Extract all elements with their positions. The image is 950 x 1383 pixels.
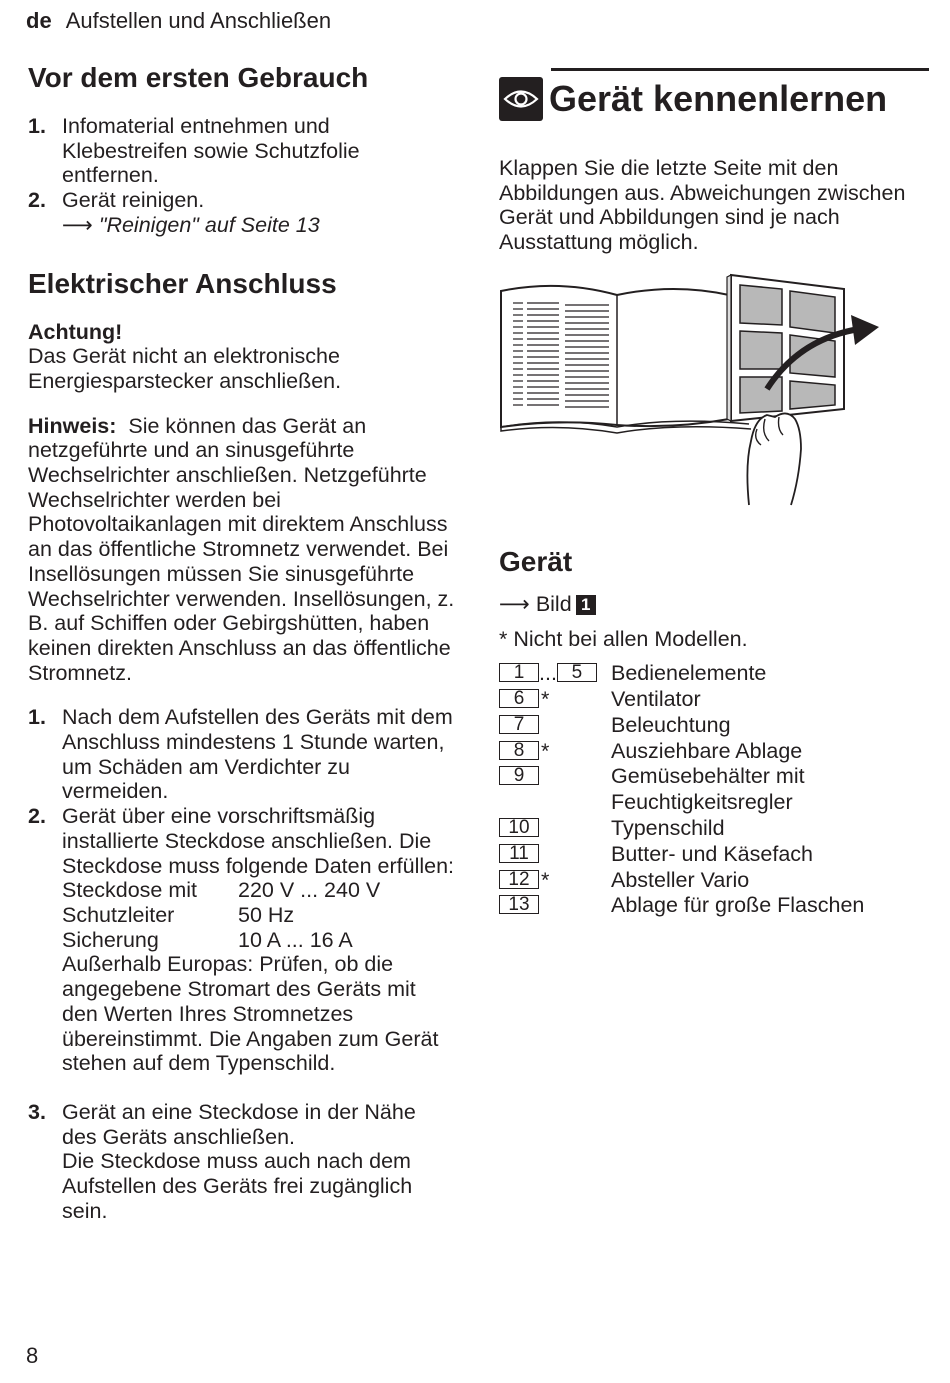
part-code: 10 <box>499 818 539 837</box>
part-code: 5 <box>557 663 597 682</box>
step-number: 3. <box>28 1099 46 1124</box>
electrical-steps <box>28 705 456 1223</box>
section-title: Aufstellen und Anschließen <box>65 8 332 33</box>
table-row <box>62 878 380 903</box>
step-text: Gerät reinigen. <box>62 188 205 213</box>
list-item <box>28 188 456 237</box>
page-number: 8 <box>26 1343 39 1368</box>
part-label: Butter- und Käsefach <box>611 841 813 866</box>
warning-label: Achtung! <box>28 319 123 344</box>
step-number: 1. <box>28 705 46 730</box>
step-extra-text: Die Steckdose muss auch nach dem Aufstellen des Geräts frei zugänglich sein. <box>62 1149 413 1223</box>
list-item <box>28 804 456 1076</box>
step-text: Gerät an eine Steckdose in der Nähe des Geräts anschließen. <box>62 1099 416 1149</box>
part-code: 13 <box>499 895 539 914</box>
right-column <box>499 60 929 919</box>
europe-note: Außerhalb Europas: Prüfen, ob die angegebene Stromart des Geräts mit den Werten Ihres Stromnetzes übereinstimmt. Die Angaben zum Gerät stehen auf dem Typenschild. <box>62 952 439 1076</box>
note-label: Hinweis: <box>28 413 117 438</box>
figure-reference[interactable] <box>499 592 929 617</box>
foldout-page-illustration <box>499 269 929 514</box>
part-code: 9 <box>499 766 539 785</box>
figure-number-badge: 1 <box>576 595 596 615</box>
table-row <box>499 842 929 868</box>
warning-text: Das Gerät nicht an elektronische Energiesparstecker anschließen. <box>28 344 342 393</box>
step-number: 1. <box>28 114 46 138</box>
table-row <box>499 816 929 842</box>
spec-value: 10 A ... 16 A <box>238 927 353 952</box>
table-row <box>499 739 929 765</box>
table-row <box>499 687 929 713</box>
language-code: de <box>26 8 52 33</box>
device-heading: Gerät <box>499 545 573 577</box>
arrow-right-icon: ⟶ <box>62 212 93 237</box>
left-column <box>28 60 456 1223</box>
note-paragraph <box>28 414 456 686</box>
spec-value: 50 Hz <box>238 902 295 927</box>
table-row <box>62 903 380 928</box>
spec-key: Schutzleiter <box>62 902 175 927</box>
part-label: Typenschild <box>611 816 725 840</box>
part-label: Ventilator <box>611 687 701 712</box>
spec-key: Steckdose mit <box>62 878 198 903</box>
table-row <box>499 764 929 816</box>
part-code: 7 <box>499 715 539 734</box>
device-parts-legend <box>499 661 929 919</box>
step-text: Gerät über eine vorschriftsmäßig installierte Steckdose anschließen. Die Steckdose muss folgende Daten erfüllen: <box>62 804 455 878</box>
step-text: Infomaterial entnehmen und Klebestreifen sowie Schutzfolie entfernen. <box>62 114 360 188</box>
note-text: Sie können das Gerät an netzgeführte und an sinusgeführte Wechselrichter anschließen. Netzgeführte Wechselrichter werden bei Photovoltaikanlagen mit direktem Anschluss an das öffentliche Stromnetz verwendet. Bei Insellösungen müssen Sie sinusgeführte Wechselrichter verwenden. Insellösungen, z. B. auf Schiffen oder Gebirgshütten, haben keinen direkten Anschluss an das öffentliche Stromnetz. <box>28 413 455 685</box>
list-item <box>28 1100 456 1224</box>
before-use-heading: Vor dem ersten Gebrauch <box>28 62 369 93</box>
optional-marker: * <box>541 738 550 763</box>
part-label: Absteller Vario <box>611 867 750 892</box>
page-header <box>26 7 331 35</box>
part-label: Ausziehbare Ablage <box>611 738 803 763</box>
optional-marker: * <box>541 687 550 712</box>
know-device-intro: Klappen Sie die letzte Seite mit den Abbildungen aus. Abweichungen zwischen Gerät und Abbildungen sind je nach Ausstattung möglich. <box>499 156 906 255</box>
know-device-heading: Gerät kennenlernen <box>549 78 888 119</box>
step-number: 2. <box>28 804 46 829</box>
range-separator: ... <box>539 661 557 686</box>
bild-label: Bild <box>535 591 572 616</box>
part-label: Ablage für große Flaschen <box>611 893 865 918</box>
table-row <box>62 928 380 953</box>
part-code: 12 <box>499 870 539 889</box>
part-code: 6 <box>499 689 539 708</box>
eye-icon <box>499 77 543 121</box>
part-label: Gemüsebehälter mit Feuchtigkeitsregler <box>611 764 805 815</box>
part-code: 1 <box>499 663 539 682</box>
electrical-heading: Elektrischer Anschluss <box>28 267 337 299</box>
know-device-title-row <box>499 77 929 121</box>
table-row <box>499 661 929 687</box>
cross-reference-link[interactable] <box>62 213 456 238</box>
part-code: 8 <box>499 741 539 760</box>
step-text: Nach dem Aufstellen des Geräts mit dem Anschluss mindestens 1 Stunde warten, um Schäden am Verdichter zu vermeiden. <box>62 705 453 804</box>
table-row <box>499 893 929 919</box>
list-item <box>28 705 456 804</box>
part-label: Beleuchtung <box>611 712 731 737</box>
footnote: * Nicht bei allen Modellen. <box>499 626 748 651</box>
part-code: 11 <box>499 844 539 863</box>
arrow-right-icon: ⟶ <box>499 591 530 616</box>
socket-spec-table <box>62 878 380 952</box>
optional-marker: * <box>541 867 550 892</box>
list-item <box>28 114 456 188</box>
title-rule <box>551 68 929 71</box>
spec-value: 220 V ... 240 V <box>238 878 381 903</box>
step-number: 2. <box>28 188 46 213</box>
before-use-steps <box>28 114 456 238</box>
link-text: "Reinigen" auf Seite 13 <box>98 212 320 237</box>
table-row <box>499 868 929 894</box>
table-row <box>499 713 929 739</box>
part-label: Bedienelemente <box>611 661 767 686</box>
spec-key: Sicherung <box>62 927 159 952</box>
